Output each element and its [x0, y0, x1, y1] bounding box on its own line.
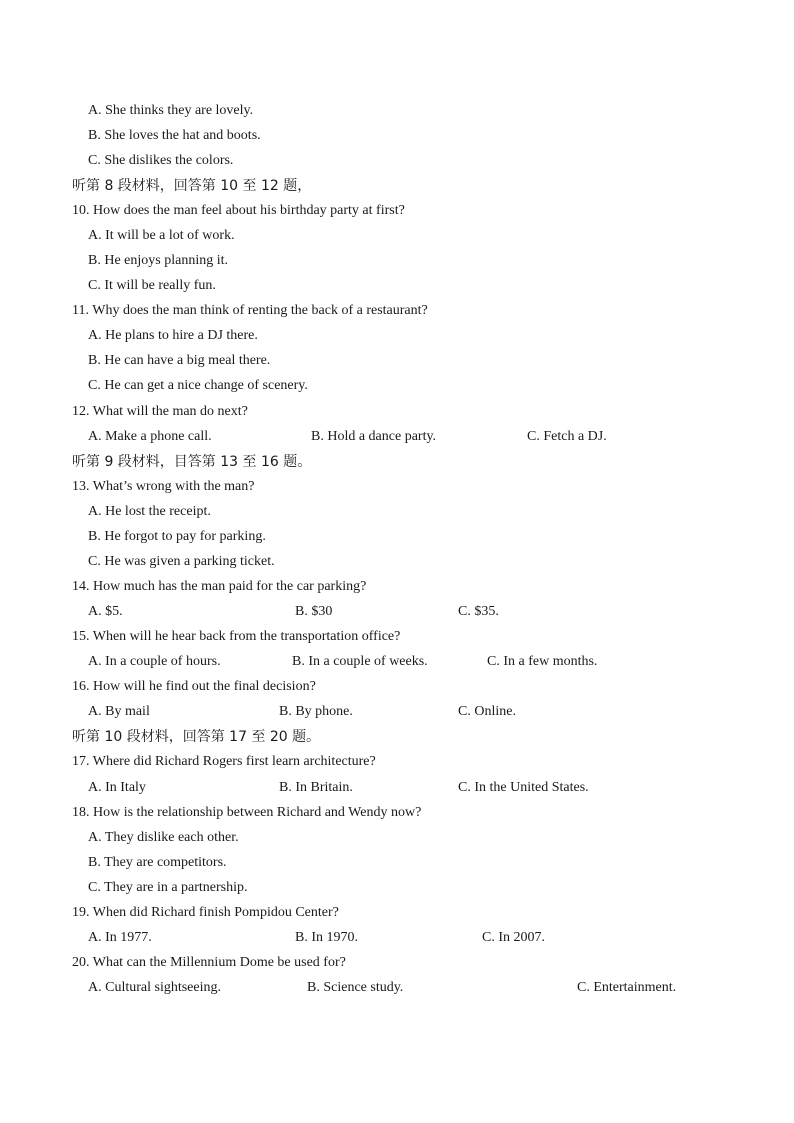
q12-option-c: C. Fetch a DJ.: [527, 429, 607, 444]
q13-question: 13. What’s wrong with the man?: [72, 479, 255, 494]
q20-option-c: C. Entertainment.: [577, 980, 677, 995]
q17-option-a: A. In Italy: [88, 780, 146, 795]
q19-options-row: [0, 927, 794, 949]
q11-option-c: C. He can get a nice change of scenery.: [88, 378, 308, 393]
q16-option-c: C. Online.: [458, 704, 516, 719]
q10-option-a: A. It will be a lot of work.: [88, 228, 235, 243]
q19-option-a: A. In 1977.: [88, 930, 152, 945]
q20-option-a: A. Cultural sightseeing.: [88, 980, 221, 995]
q12-question: 12. What will the man do next?: [72, 404, 248, 419]
q11-option-b: B. He can have a big meal there.: [88, 353, 271, 368]
q19-option-c: C. In 2007.: [482, 930, 545, 945]
q15-option-c: C. In a few months.: [487, 654, 598, 669]
q15-option-b: B. In a couple of weeks.: [292, 654, 428, 669]
q15-option-a: A. In a couple of hours.: [88, 654, 221, 669]
q16-options-row: [0, 701, 794, 723]
q17-options-row: [0, 777, 794, 799]
q15-options-row: [0, 651, 794, 673]
q9-option-a: A. She thinks they are lovely.: [88, 103, 254, 118]
q9-option-c: C. She dislikes the colors.: [88, 153, 234, 168]
q17-question: 17. Where did Richard Rogers first learn architecture?: [72, 754, 376, 769]
q11-question: 11. Why does the man think of renting the back of a restaurant?: [72, 303, 428, 318]
q14-question: 14. How much has the man paid for the car parking?: [72, 579, 367, 594]
q11-option-a: A. He plans to hire a DJ there.: [88, 328, 258, 343]
q9-option-b: B. She loves the hat and boots.: [88, 128, 261, 143]
q13-option-a: A. He lost the receipt.: [88, 504, 211, 519]
q20-options-row: [0, 977, 794, 999]
q16-question: 16. How will he find out the final decision?: [72, 679, 316, 694]
q18-question: 18. How is the relationship between Richard and Wendy now?: [72, 805, 422, 820]
q20-question: 20. What can the Millennium Dome be used for?: [72, 955, 346, 970]
q19-option-b: B. In 1970.: [295, 930, 358, 945]
section-9-heading: 听第 9 段材料，目答第 13 至 16 题。: [72, 454, 312, 470]
q14-option-b: B. $30: [295, 604, 333, 619]
q19-question: 19. When did Richard finish Pompidou Center?: [72, 905, 339, 920]
q16-option-a: A. By mail: [88, 704, 150, 719]
q15-question: 15. When will he hear back from the transportation office?: [72, 629, 401, 644]
q12-option-a: A. Make a phone call.: [88, 429, 212, 444]
q17-option-c: C. In the United States.: [458, 780, 589, 795]
q20-option-b: B. Science study.: [307, 980, 404, 995]
section-8-heading: 听第 8 段材料，回答第 10 至 12 题，: [72, 178, 312, 194]
q16-option-b: B. By phone.: [279, 704, 353, 719]
q14-option-a: A. $5.: [88, 604, 123, 619]
q13-option-b: B. He forgot to pay for parking.: [88, 529, 266, 544]
q13-option-c: C. He was given a parking ticket.: [88, 554, 275, 569]
q18-option-a: A. They dislike each other.: [88, 830, 239, 845]
q17-option-b: B. In Britain.: [279, 780, 353, 795]
q10-option-c: C. It will be really fun.: [88, 278, 216, 293]
section-10-heading: 听第 10 段材料，回答第 17 至 20 题。: [72, 729, 321, 745]
q10-option-b: B. He enjoys planning it.: [88, 253, 228, 268]
q12-option-b: B. Hold a dance party.: [311, 429, 437, 444]
q14-option-c: C. $35.: [458, 604, 499, 619]
q12-options-row: [0, 426, 794, 448]
q14-options-row: [0, 601, 794, 623]
q18-option-b: B. They are competitors.: [88, 855, 227, 870]
q18-option-c: C. They are in a partnership.: [88, 880, 248, 895]
q10-question: 10. How does the man feel about his birthday party at first?: [72, 203, 405, 218]
